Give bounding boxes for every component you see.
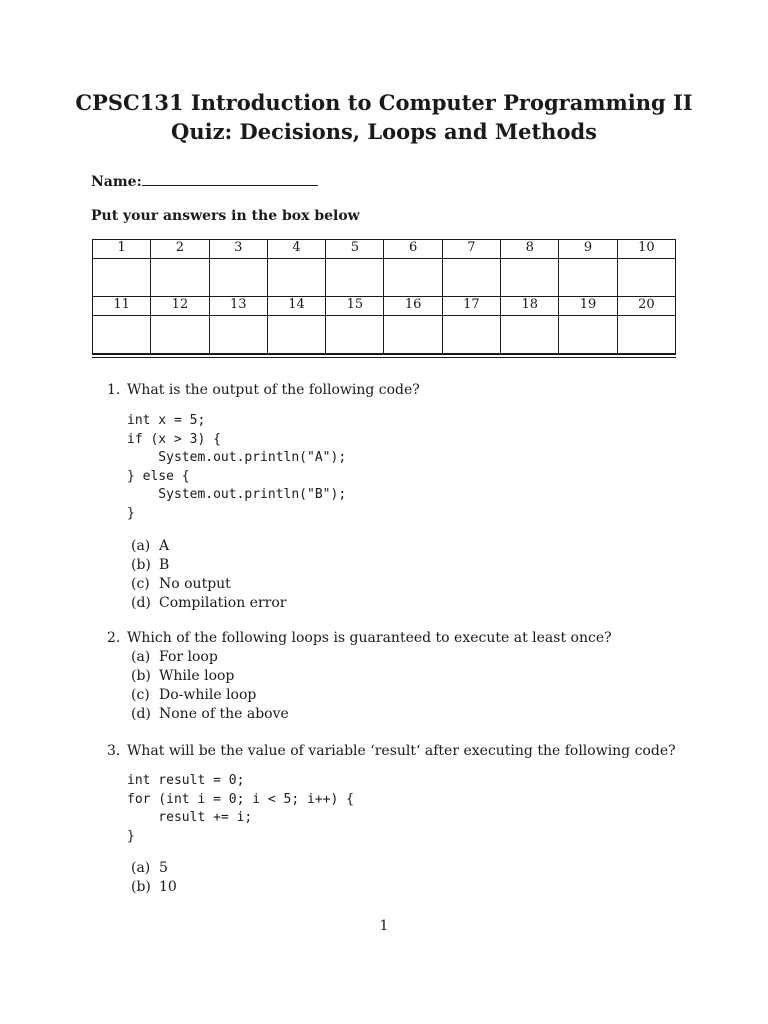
option-label: (b) [131,557,151,573]
answer-box[interactable] [267,259,325,297]
question-3-options [131,859,177,897]
grid-number: 1 [93,240,151,259]
grid-number: 20 [617,297,675,316]
option-label: (b) [131,879,151,895]
option[interactable] [131,859,177,878]
grid-number: 19 [559,297,617,316]
option-label: (a) [131,538,151,554]
option-text: None of the above [159,706,289,722]
question-number: 1. [107,382,121,398]
code-block: int result = 0; for (int i = 0; i < 5; i++) { result += i; } [127,773,354,844]
option-text: Do-while loop [159,687,257,703]
answer-box[interactable] [326,259,384,297]
grid-number: 18 [501,297,559,316]
answer-box[interactable] [93,259,151,297]
answer-box[interactable] [501,259,559,297]
option-text: 5 [159,860,168,876]
page-number: 1 [379,918,389,934]
option[interactable] [131,594,286,613]
name-label: Name: [91,174,142,190]
option[interactable] [131,686,289,705]
answer-box[interactable] [617,259,675,297]
option-text: Compilation error [159,595,287,611]
option-label: (b) [131,668,151,684]
answer-box[interactable] [151,316,209,354]
quiz-header [0,88,768,146]
question-number: 2. [107,630,121,646]
grid-number: 15 [326,297,384,316]
option[interactable] [131,575,286,594]
answer-box[interactable] [384,259,442,297]
option-label: (d) [131,706,151,722]
option-label: (c) [131,687,150,703]
grid-number: 5 [326,240,384,259]
question-number: 3. [107,743,121,759]
answer-box[interactable] [267,316,325,354]
answer-grid-numbers-row-2 [93,297,676,316]
answer-box[interactable] [326,316,384,354]
answer-box[interactable] [209,259,267,297]
grid-number: 6 [384,240,442,259]
grid-number: 9 [559,240,617,259]
answer-box[interactable] [209,316,267,354]
option[interactable] [131,705,289,724]
grid-number: 4 [267,240,325,259]
option[interactable] [131,667,289,686]
answer-box[interactable] [442,316,500,354]
option-text: 10 [159,879,177,895]
option[interactable] [131,556,286,575]
question-1 [107,381,420,400]
option-label: (a) [131,860,151,876]
grid-number: 16 [384,297,442,316]
grid-number: 14 [267,297,325,316]
answer-box[interactable] [501,316,559,354]
grid-number: 7 [442,240,500,259]
option-label: (c) [131,576,150,592]
question-text: What will be the value of variable ‘result‘ after executing the following code? [127,743,676,759]
answer-box[interactable] [151,259,209,297]
question-2 [107,629,612,648]
instructions: Put your answers in the box below [91,208,360,224]
code-block: int x = 5; if (x > 3) { System.out.println("A"); } else { System.out.println("B"); } [127,413,347,521]
option-text: No output [159,576,231,592]
name-field [91,171,318,190]
grid-number: 10 [617,240,675,259]
answer-box[interactable] [559,316,617,354]
option[interactable] [131,648,289,667]
grid-number: 11 [93,297,151,316]
option[interactable] [131,537,286,556]
question-2-options [131,648,289,724]
question-text: What is the output of the following code? [127,382,420,398]
grid-number: 8 [501,240,559,259]
answer-grid [92,239,676,354]
option-text: A [159,538,170,554]
course-title: CPSC131 Introduction to Computer Programming II [75,90,693,115]
grid-number: 12 [151,297,209,316]
answer-box[interactable] [442,259,500,297]
question-3 [107,742,676,761]
grid-number: 13 [209,297,267,316]
answer-grid-boxes-row-2 [93,316,676,354]
option-text: B [159,557,170,573]
answer-box[interactable] [559,259,617,297]
table-bottom-rule [92,354,676,358]
option-label: (d) [131,595,151,611]
option-text: For loop [159,649,218,665]
answer-grid-boxes-row-1 [93,259,676,297]
option[interactable] [131,878,177,897]
answer-box[interactable] [617,316,675,354]
question-text: Which of the following loops is guaranteed to execute at least once? [127,630,612,646]
name-blank-line [142,171,318,186]
question-1-options [131,537,286,613]
answer-box[interactable] [384,316,442,354]
option-text: While loop [159,668,235,684]
grid-number: 2 [151,240,209,259]
grid-number: 3 [209,240,267,259]
quiz-title: Quiz: Decisions, Loops and Methods [171,119,597,144]
answer-grid-numbers-row-1 [93,240,676,259]
option-label: (a) [131,649,151,665]
answer-box[interactable] [93,316,151,354]
grid-number: 17 [442,297,500,316]
